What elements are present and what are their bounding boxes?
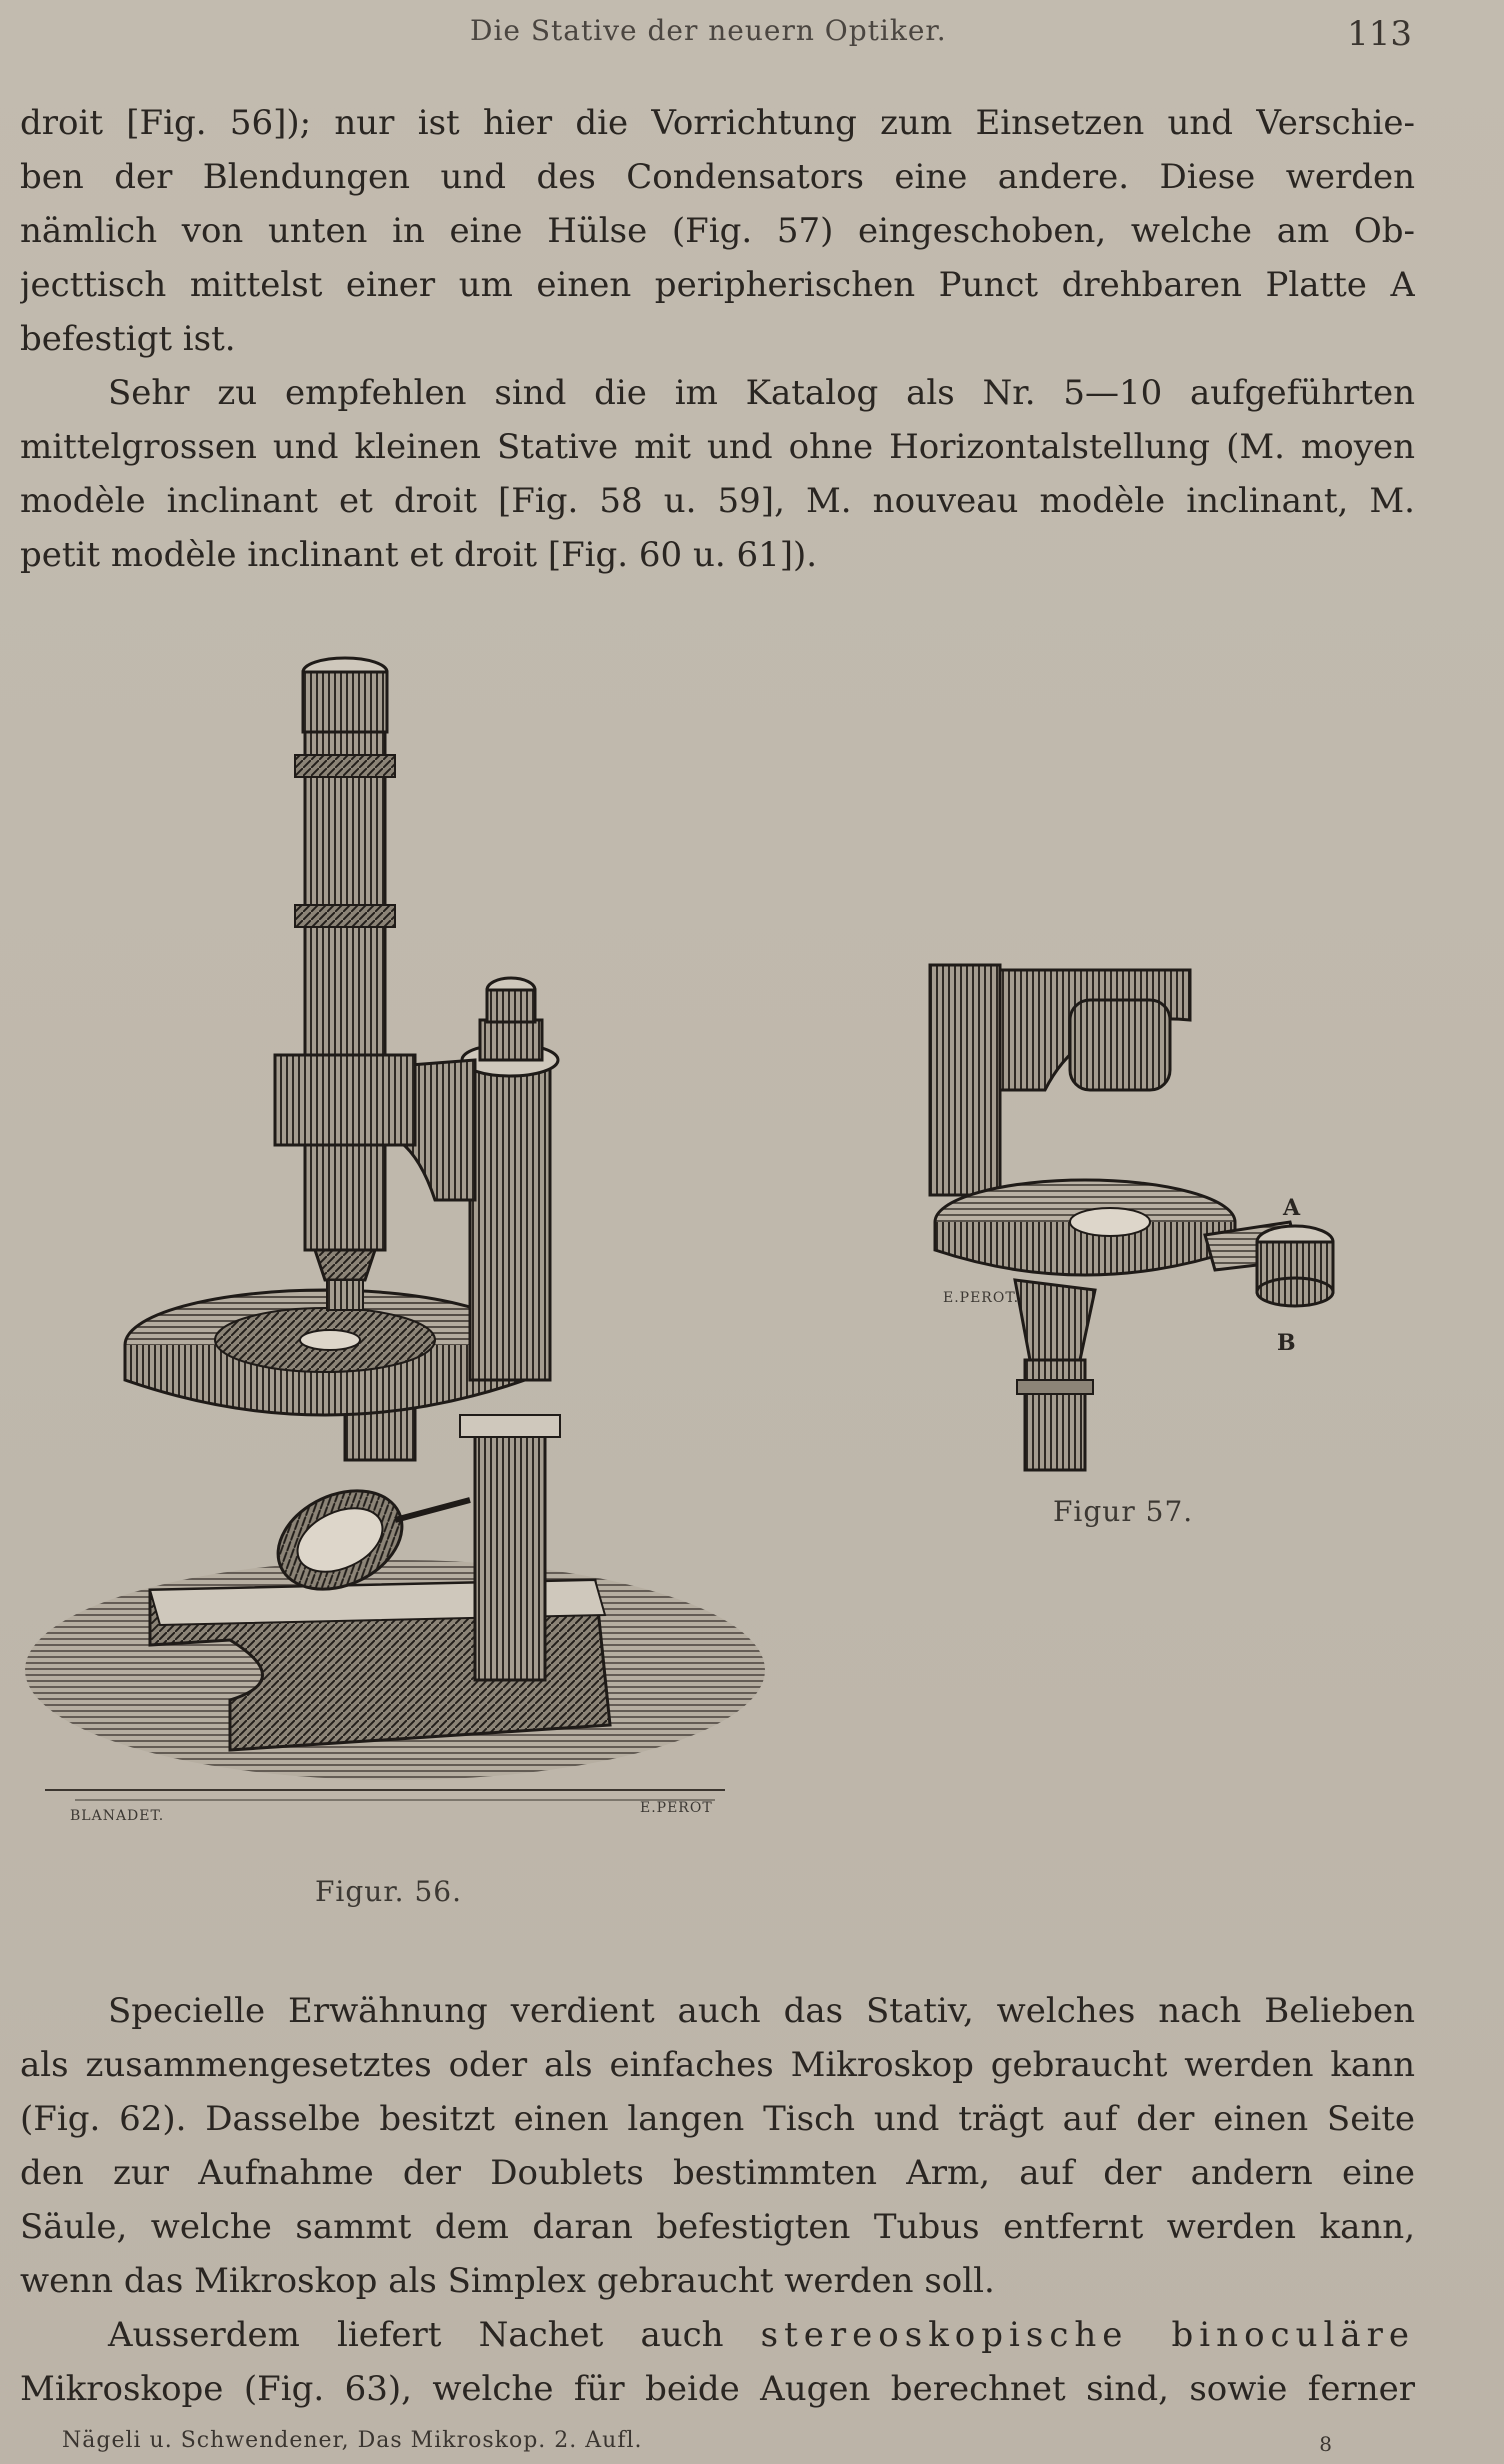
text-line: befestigt ist. <box>20 319 236 359</box>
figure-57 <box>905 960 1365 1480</box>
text-line: als zusammengesetztes oder als einfaches Mikroskop gebraucht werden kann <box>20 2045 1415 2085</box>
paragraph-3 <box>20 1984 1415 2308</box>
text-line: nämlich von unten in eine Hülse (Fig. 57) eingeschoben, welche am Ob- <box>20 211 1415 251</box>
figure-56-caption: Figur. 56. <box>315 1875 462 1908</box>
engraver-signature: E.PEROT. <box>943 1290 1020 1306</box>
page-footer <box>62 2428 1442 2462</box>
emphasized-text: stereoskopische binoculäre <box>760 2315 1415 2355</box>
text-line: jecttisch mittelst einer um einen peripherischen Punct drehbaren Platte A <box>20 265 1415 305</box>
label-a: A <box>1283 1195 1301 1221</box>
label-b: B <box>1277 1330 1296 1356</box>
text-line: Säule, welche sammt dem daran befestigten Tubus entfernt werden kann, <box>20 2207 1415 2247</box>
text-line: modèle inclinant et droit [Fig. 58 u. 59], M. nouveau modèle inclinant, M. <box>20 481 1415 521</box>
running-head: Die Stative der neuern Optiker. <box>470 14 947 47</box>
text-line: petit modèle inclinant et droit [Fig. 60 u. 61]). <box>20 535 818 575</box>
text-line: ben der Blendungen und des Condensators eine andere. Diese werden <box>20 157 1415 197</box>
microscope-illustration <box>15 640 785 1840</box>
text-run: Ausserdem liefert Nachet auch <box>108 2315 761 2355</box>
text-line <box>20 2308 1415 2362</box>
engraver-signature-left: BLANADET. <box>70 1808 165 1824</box>
text-line: mittelgrossen und kleinen Stative mit und ohne Horizontalstellung (M. moyen <box>20 427 1415 467</box>
signature-mark: 8 <box>1319 2432 1332 2456</box>
engraver-signature-right: E.PEROT <box>640 1800 713 1816</box>
citation: Nägeli u. Schwendener, Das Mikroskop. 2. Aufl. <box>62 2428 643 2453</box>
text-line: den zur Aufnahme der Doublets bestimmten Arm, auf der andern eine <box>20 2153 1415 2193</box>
page-header <box>0 8 1504 58</box>
paragraph-1 <box>20 96 1415 366</box>
text-line: Mikroskope (Fig. 63), welche für beide Augen berechnet sind, sowie ferner <box>20 2369 1415 2409</box>
text-line: droit [Fig. 56]); nur ist hier die Vorrichtung zum Einsetzen und Verschie- <box>20 103 1415 143</box>
paragraph-4 <box>20 2308 1415 2416</box>
text-line: (Fig. 62). Dasselbe besitzt einen langen Tisch und trägt auf der einen Seite <box>20 2099 1415 2139</box>
figure-56 <box>15 640 785 1840</box>
text-line: Specielle Erwähnung verdient auch das Stativ, welches nach Belieben <box>108 1991 1415 2031</box>
page-number: 113 <box>1347 14 1412 54</box>
text-line: wenn das Mikroskop als Simplex gebraucht werden soll. <box>20 2261 995 2301</box>
figure-57-caption: Figur 57. <box>1053 1495 1194 1528</box>
paragraph-2 <box>20 366 1415 582</box>
text-line: Sehr zu empfehlen sind die im Katalog als Nr. 5—10 aufgeführten <box>108 373 1415 413</box>
